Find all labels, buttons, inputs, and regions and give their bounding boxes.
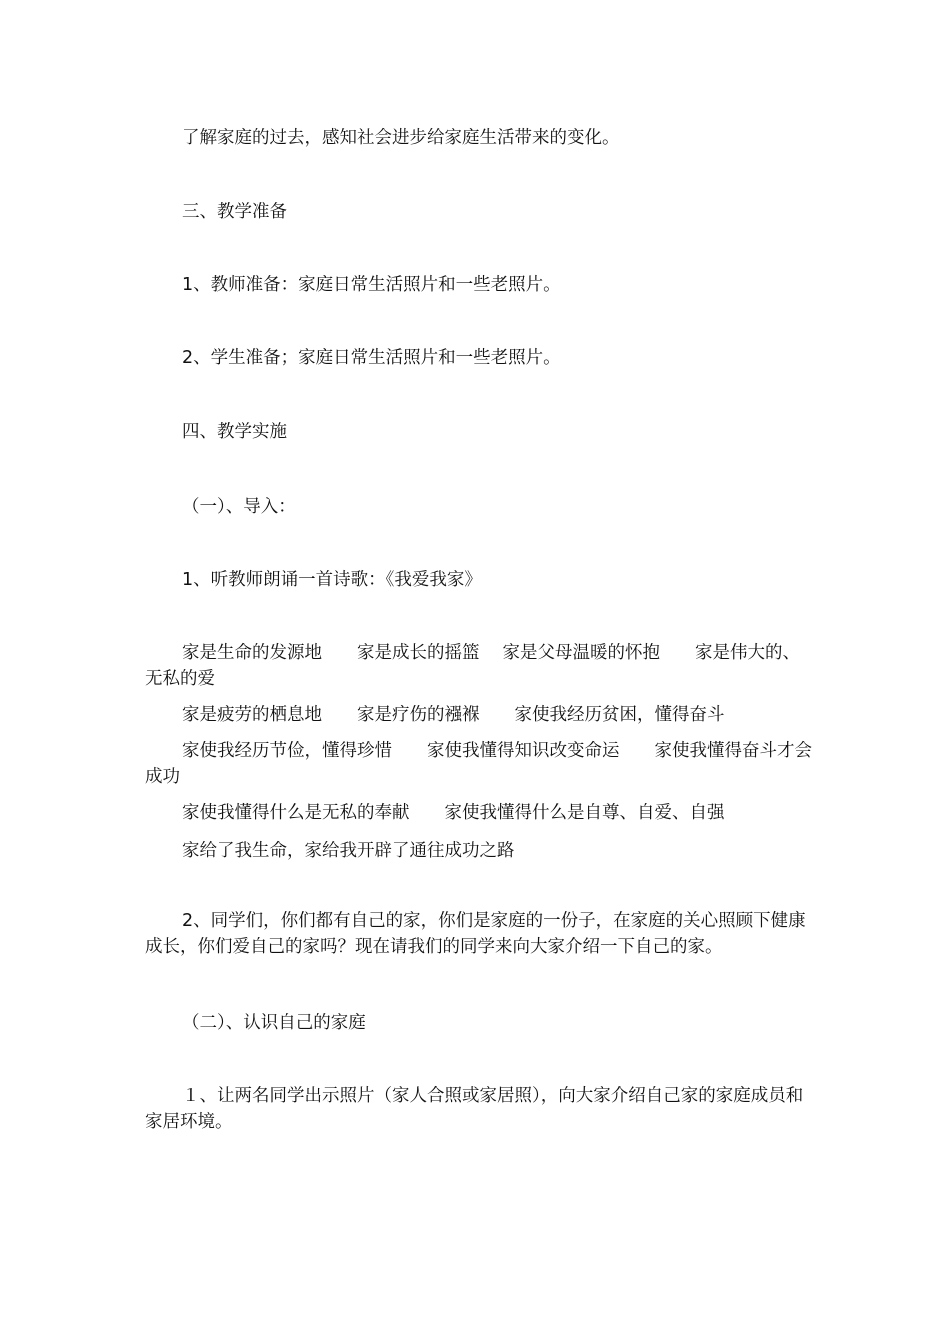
poem-line-5: 家给了我生命，家给我开辟了通往成功之路 [182, 841, 515, 861]
paragraph-teacher-preparation: 1、教师准备：家庭日常生活照片和一些老照片。 [182, 275, 561, 295]
paragraph-photo-introduction: １、让两名同学出示照片（家人合照或家居照），向大家介绍自己家的家庭成员和家居环境。 [145, 1086, 804, 1132]
paragraph-student-preparation: 2、学生准备；家庭日常生活照片和一些老照片。 [182, 348, 561, 368]
poem-line-3: 家使我经历节俭，懂得珍惜 家使我懂得知识改变命运 家使我懂得奋斗才会成功 [145, 741, 812, 787]
heading-teaching-preparation: 三、教学准备 [182, 202, 287, 222]
heading-introduction: （一）、导入： [182, 497, 296, 517]
poem-line-1: 家是生命的发源地 家是成长的摇篮 家是父母温暖的怀抱 家是伟大的、无私的爱 [145, 643, 801, 689]
paragraph-poem-intro: 1、听教师朗诵一首诗歌：《我爱我家》 [182, 570, 482, 590]
paragraph-objective: 了解家庭的过去，感知社会进步给家庭生活带来的变化。 [182, 128, 620, 148]
poem-line-4: 家使我懂得什么是无私的奉献 家使我懂得什么是自尊、自爱、自强 [182, 803, 725, 823]
paragraph-students-family: 2、同学们，你们都有自己的家，你们是家庭的一份子，在家庭的关心照顾下健康成长，你们爱自己的家吗？现在请我们的同学来向大家介绍一下自己的家。 [145, 911, 806, 957]
heading-teaching-implementation: 四、教学实施 [182, 422, 287, 442]
poem-line-2: 家是疲劳的栖息地 家是疗伤的襁褓 家使我经历贫困，懂得奋斗 [182, 705, 725, 725]
heading-know-your-family: （二）、认识自己的家庭 [182, 1013, 366, 1033]
